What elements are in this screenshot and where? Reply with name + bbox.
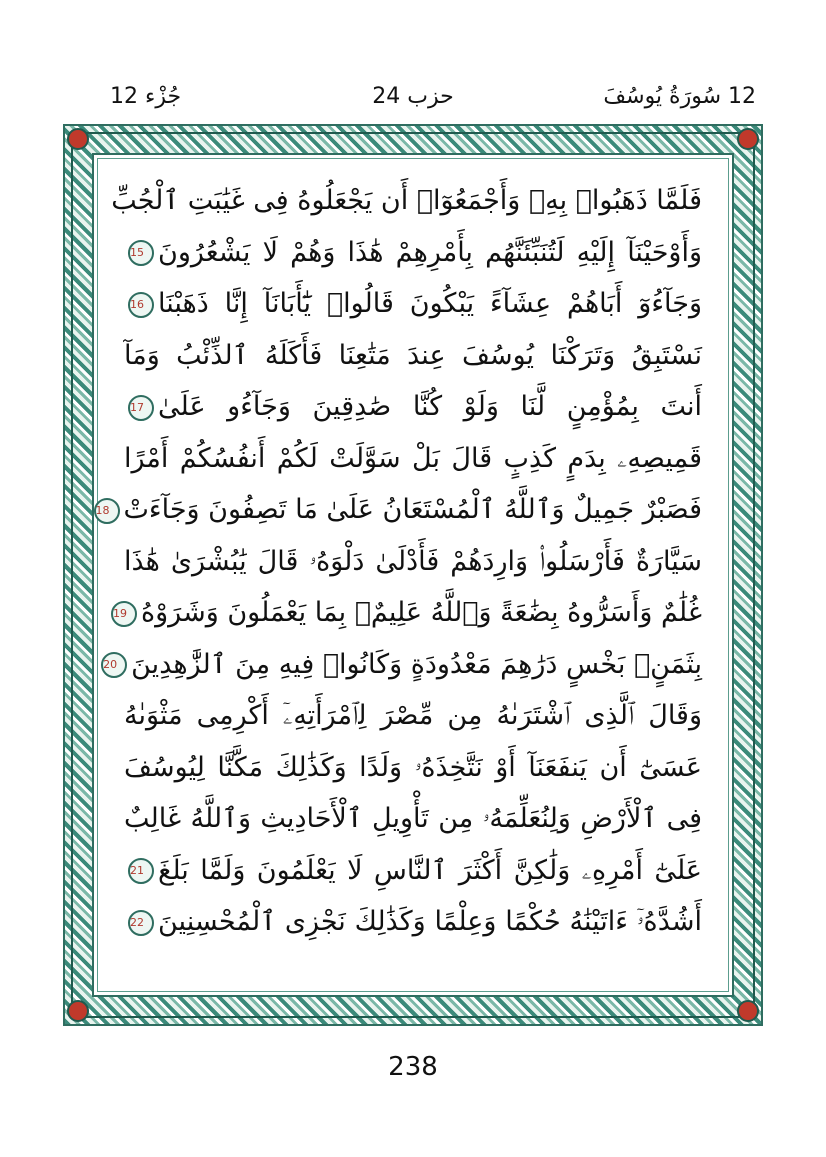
text-line-3: وَجَآءُوٓ أَبَاهُمْ عِشَآءً يَبْكُونَ قَالُوا۟ يَٰٓأَبَانَآ إِنَّا ذَهَبْنَا16 xyxy=(130,288,702,319)
text-line-10: بِثَمَنٍۭ بَخْسٍ دَرَٰهِمَ مَعْدُودَةٍ وَكَانُوا۟ فِيهِ مِنَ ٱلزَّٰهِدِينَ20 xyxy=(103,648,702,680)
text-line-2: وَأَوْحَيْنَآ إِلَيْهِ لَتُنَبِّئَنَّهُم بِأَمْرِهِمْ هَٰذَا وَهُمْ لَا يَشْعُرُونَ15 xyxy=(130,236,702,268)
text-line-13: فِى ٱلْأَرْضِ وَلِنُعَلِّمَهُۥ مِن تَأْوِيلِ ٱلْأَحَادِيثِ وَٱللَّهُ غَالِبٌ xyxy=(124,803,702,834)
page-number: 238 xyxy=(388,1052,438,1082)
text-area xyxy=(92,153,734,997)
text-line-1: فَلَمَّا ذَهَبُوا۟ بِهِۦ وَأَجْمَعُوٓا۟ أَن يَجْعَلُوهُ فِى غَيَٰبَتِ ٱلْجُبِّ xyxy=(111,185,702,216)
text-line-4: نَسْتَبِقُ وَتَرَكْنَا يُوسُفَ عِندَ مَتَٰعِنَا فَأَكَلَهُ ٱلذِّئْبُ وَمَآ xyxy=(124,339,702,371)
corner-ornament-icon xyxy=(737,1000,759,1022)
ornamental-frame xyxy=(63,124,763,1026)
juz-number: جُزْء 12 xyxy=(110,84,182,109)
text-line-15: أَشُدَّهُۥٓ ءَاتَيْنَٰهُ حُكْمًا وَعِلْمًا وَكَذَٰلِكَ نَجْزِى ٱلْمُحْسِنِينَ22 xyxy=(130,906,702,937)
text-line-5: أَنتَ بِمُؤْمِنٍ لَّنَا وَلَوْ كُنَّا صَٰدِقِينَ وَجَآءُو عَلَىٰ17 xyxy=(130,391,702,422)
text-line-12: عَسَىٰٓ أَن يَنفَعَنَآ أَوْ نَتَّخِذَهُۥ وَلَدًا وَكَذَٰلِكَ مَكَّنَّا لِيُوسُفَ xyxy=(124,751,702,783)
text-line-11: وَقَالَ ٱلَّذِى ٱشْتَرَىٰهُ مِن مِّصْرَ لِٱمْرَأَتِهِۦٓ أَكْرِمِى مَثْوَىٰهُ xyxy=(124,700,702,731)
text-line-7: فَصَبْرٌ جَمِيلٌ وَٱللَّهُ ٱلْمُسْتَعَانُ عَلَىٰ مَا تَصِفُونَ وَجَآءَتْ18 xyxy=(95,494,702,525)
page-header xyxy=(70,80,756,120)
ayah-marker-icon: 16 xyxy=(128,292,154,318)
corner-ornament-icon xyxy=(67,1000,89,1022)
verse-text xyxy=(95,175,702,980)
text-line-14: عَلَىٰٓ أَمْرِهِۦ وَلَٰكِنَّ أَكْثَرَ ٱلنَّاسِ لَا يَعْلَمُونَ وَلَمَّا بَلَغَ21 xyxy=(130,854,702,886)
text-line-6: قَمِيصِهِۦ بِدَمٍ كَذِبٍ قَالَ بَلْ سَوَّلَتْ لَكُمْ أَنفُسُكُمْ أَمْرًا xyxy=(124,442,702,474)
ayah-marker-icon: 21 xyxy=(128,858,154,884)
corner-ornament-icon xyxy=(737,128,759,150)
corner-ornament-icon xyxy=(67,128,89,150)
text-line-9: غُلَٰمٌ وَأَسَرُّوهُ بِضَٰعَةً وَٱللَّهُ عَلِيمٌۢ بِمَا يَعْمَلُونَ وَشَرَوْهُ19 xyxy=(113,597,702,628)
ayah-marker-icon: 17 xyxy=(128,395,154,421)
text-line-8: سَيَّارَةٌ فَأَرْسَلُوا۟ وَارِدَهُمْ فَأَدْلَىٰ دَلْوَهُۥ قَالَ يَٰبُشْرَىٰ هَٰذَا xyxy=(124,545,702,577)
ayah-marker-icon: 22 xyxy=(128,910,154,936)
ayah-marker-icon: 19 xyxy=(111,601,137,627)
ayah-marker-icon: 20 xyxy=(101,652,127,678)
surah-name: 12 سُورَةُ يُوسُفَ xyxy=(603,84,756,109)
hizb-number: حزب 24 xyxy=(372,84,454,109)
ayah-marker-icon: 18 xyxy=(94,498,120,524)
ayah-marker-icon: 15 xyxy=(128,240,154,266)
